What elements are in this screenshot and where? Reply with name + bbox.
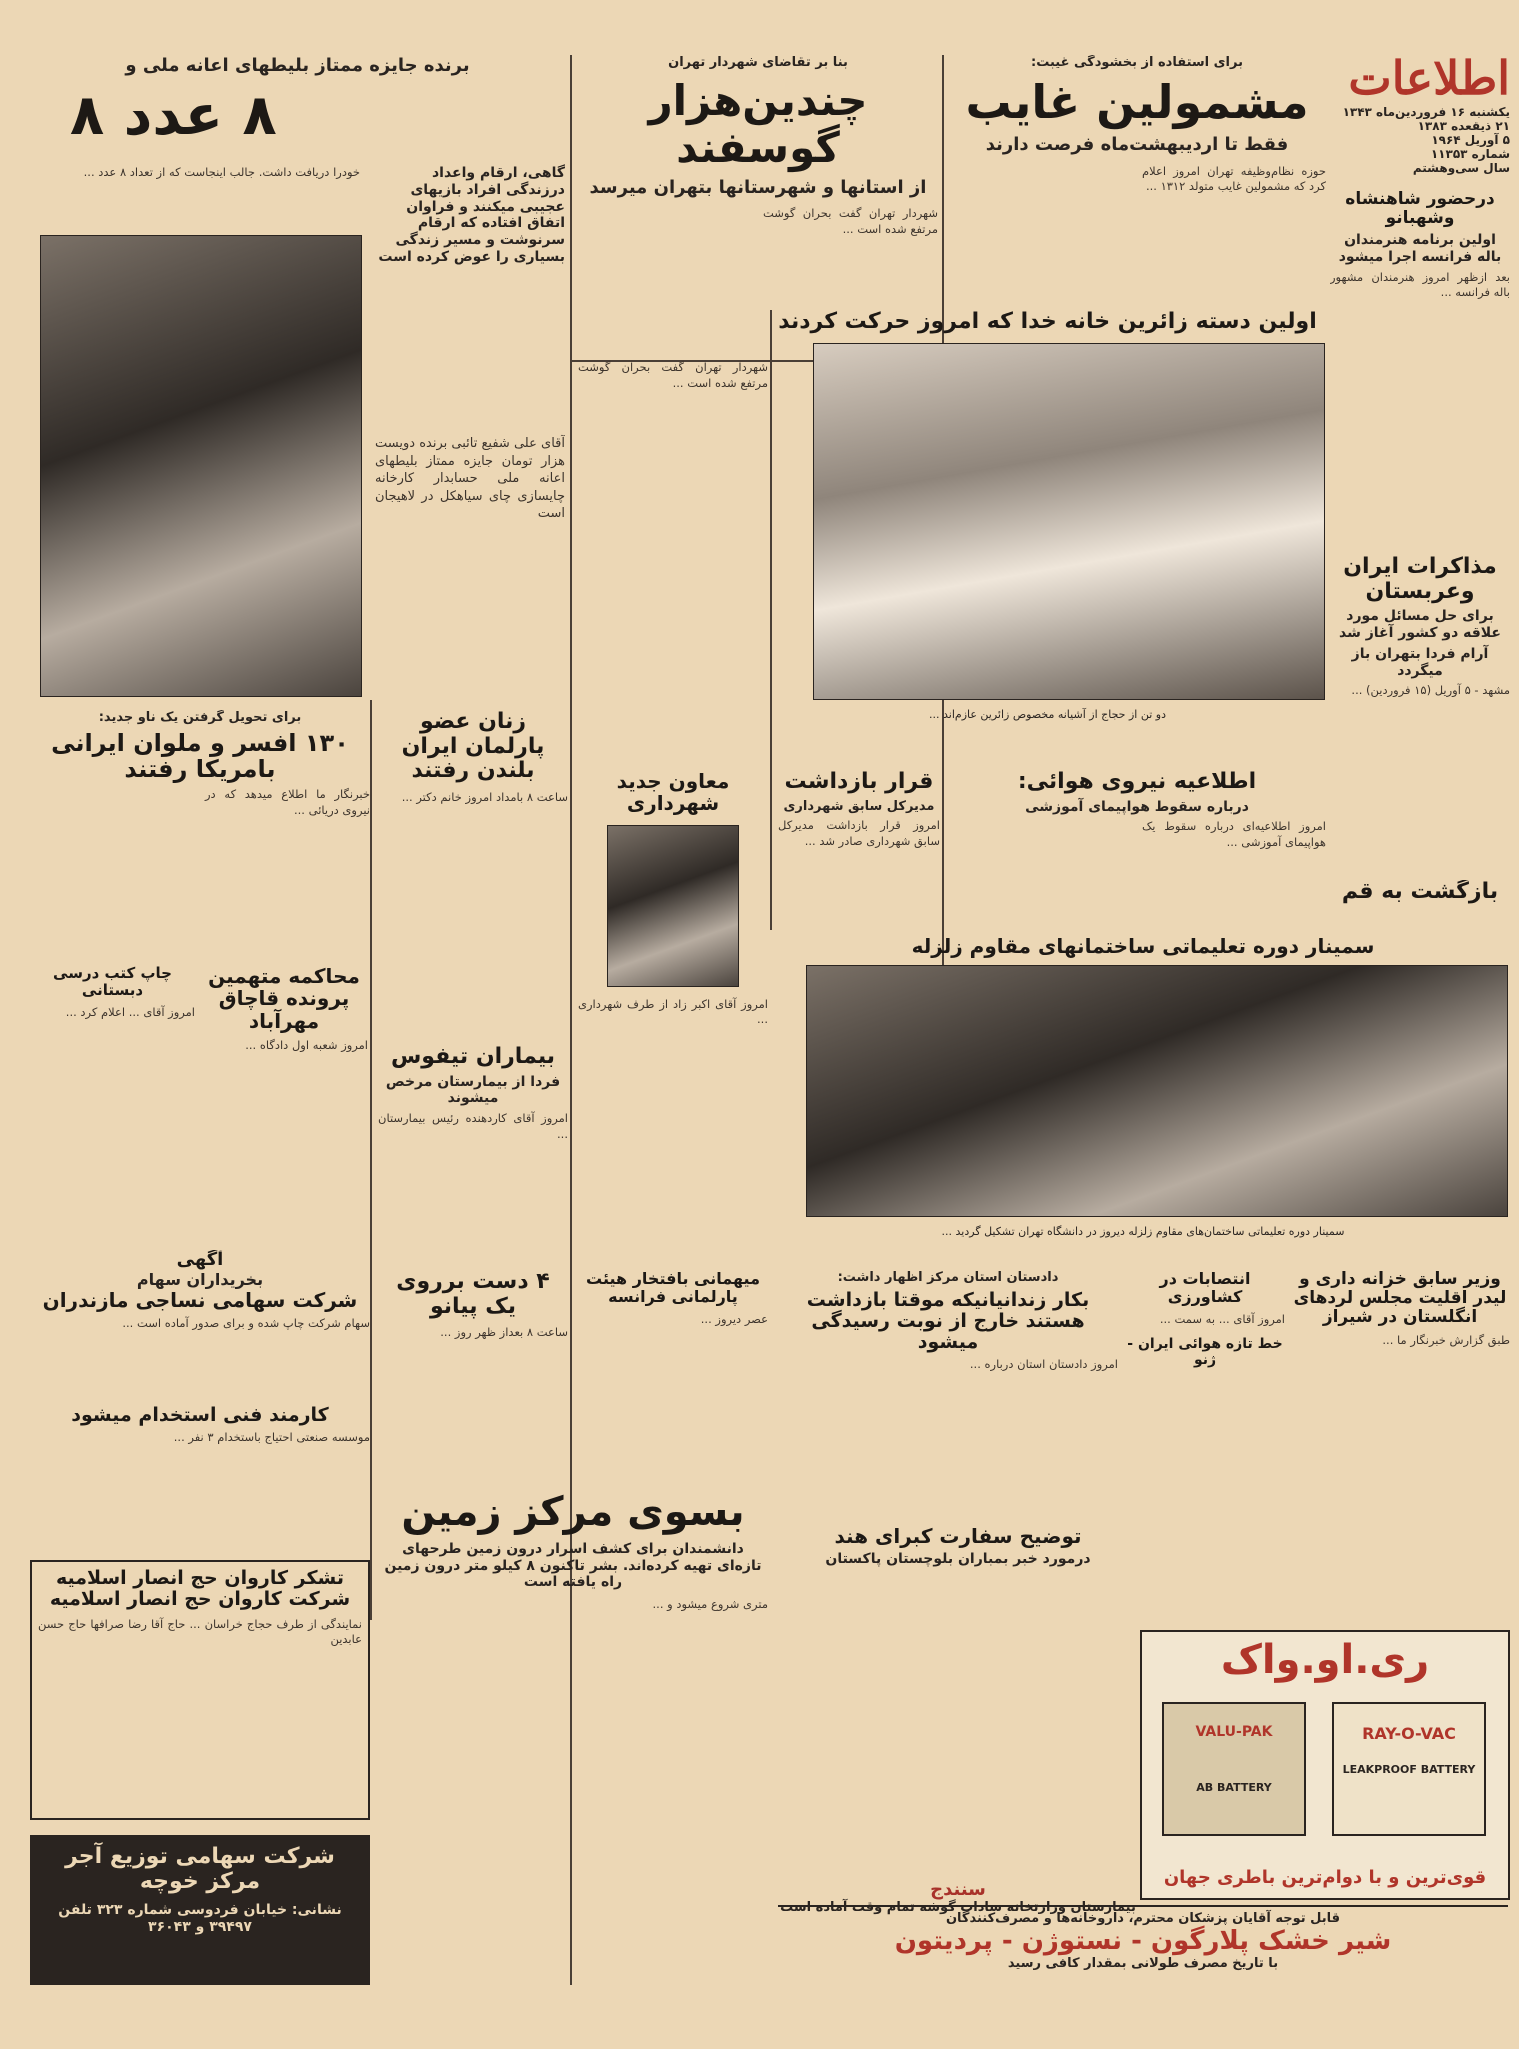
photo-caption: سمینار دوره تعلیماتی ساختمان‌های مقاوم زلزله دیروز در دانشگاه تهران تشکیل گردید ...: [941, 1225, 1345, 1239]
article-body: بیمارستان وزارتخانه سادات گوشه تمام وقت آماده است: [780, 1900, 1136, 1916]
article-body: بعد ازظهر امروز هنرمندان مشهور باله فرانسه ...: [1330, 269, 1510, 300]
textbook-article: [30, 965, 195, 1245]
article-body: آقای علی شفیع تائبی برنده دویست هزار تومان جایزه ممتاز بلیطهای اعانه ملی حسابدار کارخانه چایسازی چای سیاهکل در لاهیجان است: [375, 436, 565, 522]
milk-top-line: قابل توجه آقایان پزشکان محترم، داروخانه‌ها و مصرف‌کنندگان: [945, 1911, 1341, 1926]
article-body: حوزه نظام‌وظیفه تهران امروز اعلام کرد که مشمولین غایب متولد ۱۳۱۲ ...: [1142, 163, 1326, 194]
battery-label-left: VALU-PAK: [1195, 1724, 1273, 1740]
battery-label-right: RAY-O-VAC: [1362, 1724, 1456, 1743]
article-headline: سمینار دوره تعلیماتی ساختمانهای مقاوم زلزله: [911, 935, 1375, 958]
article-body: ساعت ۸ بامداد امروز خانم دکتر ...: [401, 789, 568, 804]
article-headline: اولین دسته زائرین خانه خدا که امروز حرکت کردند: [778, 310, 1317, 334]
article-kicker: برای استفاده از بخشودگی غیبت:: [1031, 55, 1243, 70]
article-bullet: آرام فردا بتهران باز میگردد: [1351, 645, 1489, 679]
article-headline: چاپ کتب درسی دبستانی: [53, 965, 172, 999]
article-headline: اطلاعیه نیروی هوائی:: [1017, 770, 1257, 794]
article-headline: ۸ عدد ۸: [70, 82, 277, 148]
battery-ab-label: AB BATTERY: [1196, 1780, 1272, 1794]
milk-bottom-line: با تاریخ مصرف طولانی بمقدار کافی رسید: [1007, 1955, 1279, 1971]
article-body: امروز آقای اکبر زاد از طرف شهرداری ...: [578, 996, 768, 1027]
pilgrim-caravan-ad: [30, 1560, 370, 1820]
agriculture-article: [1125, 1270, 1285, 1520]
article-subhead: فردا از بیمارستان مرخص میشوند: [385, 1073, 561, 1107]
winner-photo: [40, 235, 362, 697]
treasury-article: [1290, 1270, 1510, 1590]
ship-article: [30, 710, 370, 960]
article-headline: بیماران تیفوس: [390, 1045, 556, 1069]
article-headline: زنان عضو پارلمان ایران بلندن رفتند: [401, 710, 545, 784]
lottery-article: [30, 55, 565, 705]
return-qom-article: [1330, 880, 1510, 940]
article-headline: بکار زندانیانیکه موقتا بازداشت هستند خارج از نوبت رسیدگی میشود: [806, 1288, 1090, 1354]
ad-line-2: نشانی: خیابان فردوسی شماره ۳۲۳ تلفن ۳۹۴۹۷ و ۳۶۰۴۳: [58, 1902, 342, 1936]
brick-company-ad: [30, 1835, 370, 1985]
article-body: طبق گزارش خبرنگار ما ...: [1382, 1333, 1510, 1348]
deputy-photo: [607, 825, 739, 987]
iran-arabia-article: [1330, 555, 1510, 875]
article-kicker: برای تحویل گرفتن یک ناو جدید:: [98, 710, 302, 725]
year-label: سال سی‌وهشتم: [1412, 161, 1510, 175]
rayovac-slogan: قوی‌ترین و با دوام‌ترین باطری جهان: [1163, 1866, 1487, 1888]
article-body: امروز دادستان استان درباره ...: [969, 1357, 1118, 1372]
typhus-article: [378, 1045, 568, 1235]
article-headline: مذاکرات ایران وعربستان: [1343, 555, 1497, 604]
article-body: امروز آقای کاردهنده رئیس بیمارستان ...: [378, 1111, 568, 1141]
ad-body: سهام شرکت چاپ شده و برای صدور آماده است ...: [122, 1315, 370, 1330]
battery-right-graphic: [1332, 1702, 1486, 1836]
article-headline: سنندج: [930, 1880, 986, 1900]
rayovac-ad: [1140, 1630, 1510, 1900]
article-headline: بازگشت به قم: [1341, 880, 1499, 904]
article-intro: خودرا دریافت داشت. جالب اینجاست که از تعداد ۸ عدد ...: [83, 165, 360, 179]
photo-caption: دو تن از حجاج از آشیانه مخصوص زائرین عازم‌اند ...: [929, 707, 1166, 721]
article-body: امروز شعبه اول دادگاه ...: [245, 1038, 368, 1053]
milk-ad: [778, 1905, 1508, 2000]
date-line-2: ۲۱ ذیقعده ۱۳۸۳: [1417, 119, 1510, 133]
article-headline: محاکمه متهمین پرونده قاچاق مهرآباد: [208, 965, 360, 1033]
detention-article: [778, 770, 940, 935]
article-headline: انتصابات در کشاورزی: [1159, 1270, 1251, 1306]
article-body: مشهد - ۵ آوریل (۱۵ فروردین) ...: [1351, 683, 1510, 698]
article-body: متری شروع میشود و ...: [652, 1597, 768, 1612]
airforce-article: [948, 770, 1326, 935]
article-headline: چندین‌هزار گوسفند: [648, 75, 868, 172]
trial-article: [200, 965, 368, 1245]
prisoners-article: [778, 1270, 1118, 1520]
article-kicker: دادستان استان مرکز اظهار داشت:: [837, 1270, 1059, 1285]
article-subhead: از استانها و شهرستانها بتهران میرسد: [589, 176, 927, 198]
article-subhead: اولین برنامه هنرمندان باله فرانسه اجرا میشود: [1338, 232, 1502, 265]
article-subhead: برای حل مسائل مورد علاقه دو کشور آغاز شد: [1339, 608, 1501, 642]
article-body: امروز آقای ... اعلام کرد ...: [65, 1004, 195, 1019]
article-kicker: برنده جایزه ممتاز بلیطهای اعانه ملی و: [125, 55, 470, 76]
article-body: خبرنگار ما اطلاع میدهد که در نیروی دریائی ...: [205, 787, 370, 817]
article-headline: میهمانی بافتخار هیئت پارلمانی فرانسه: [586, 1270, 760, 1306]
newspaper-logo: اطلاعات: [1348, 55, 1510, 105]
article-body: عصر دیروز ...: [700, 1311, 768, 1326]
ad-line-1: بخریداران سهام: [136, 1270, 264, 1290]
new-line-headline: خط تازه هوائی ایران - ژنو: [1127, 1336, 1283, 1368]
deputy-article: [578, 770, 768, 1100]
women-mps-article: [378, 710, 568, 1040]
ad-line-1: تشکر کاروان حج انصار اسلامیه: [56, 1567, 344, 1589]
article-headline: ۱۳۰ افسر و ملوان ایرانی بامریکا رفتند: [51, 728, 349, 784]
battery-sub-label: LEAKPROOF BATTERY: [1342, 1763, 1476, 1777]
article-body: شهردار تهران گفت بحران گوشت مرتفع شده است ...: [763, 206, 938, 236]
article-headline: معاون جدید شهرداری: [616, 770, 730, 816]
date-line-3: ۵ آوریل ۱۹۶۴: [1431, 133, 1510, 147]
ad-line-2: شرکت سهامی نساجی مازندران: [42, 1288, 358, 1313]
battery-left-graphic: [1162, 1702, 1306, 1836]
article-body: امروز قرار بازداشت مدیرکل سابق شهرداری صادر شد ...: [778, 818, 940, 848]
article-side-text: گاهی، ارقام واعداد درزندگی افراد بازیهای عجیبی میکنند و فراوان اتفاق افتاده که ارقام سرنوشت و مسیر زندگی بسیاری را عوض کرده است: [378, 165, 565, 265]
rayovac-brand: ری.او.واک: [1220, 1637, 1430, 1683]
shares-ad: [30, 1250, 370, 1400]
article-subhead: مدیرکل سابق شهرداری: [783, 798, 935, 814]
article-body-continued: شهردار تهران گفت بحران گوشت مرتفع شده است ...: [578, 360, 768, 390]
sheep-continued: [578, 360, 768, 750]
pilgrims-article: [770, 310, 1325, 765]
piano-article: [378, 1270, 568, 1450]
article-headline: قرار بازداشت: [784, 770, 934, 794]
article-body: امروز آقای ... به سمت ...: [1159, 1311, 1285, 1326]
ad-line-2: شرکت کاروان حج انصار اسلامیه: [49, 1588, 351, 1611]
article-body: امروز اطلاعیه‌ای درباره سقوط یک هواپیمای آموزشی ...: [1142, 819, 1326, 849]
article-headline: مشمولین غایب: [965, 74, 1309, 129]
seminar-photo: [806, 965, 1508, 1217]
article-kicker: بنا بر تقاضای شهردار تهران: [668, 55, 848, 70]
article-subhead: درمورد خبر بمباران بلوچستان پاکستان: [825, 1551, 1091, 1568]
article-headline: ۴ دست برروی یک پیانو: [396, 1270, 550, 1319]
ad-body: موسسه صنعتی احتیاج باستخدام ۳ نفر ...: [173, 1430, 370, 1445]
jobs-ad: [30, 1405, 370, 1555]
earth-article: [378, 1490, 768, 1990]
date-line-1: یکشنبه ۱۶ فروردین‌ماه ۱۳۴۳: [1342, 105, 1510, 119]
ad-body: نمایندگی از طرف حجاج خراسان ... حاج آقا رضا صرافها حاج حسن عابدین: [38, 1616, 362, 1647]
article-headline: وزیر سابق خزانه داری و لیدر اقلیت مجلس لردهای انگلستان در شیراز: [1293, 1270, 1507, 1328]
article-subhead: فقط تا اردیبهشت‌ماه فرصت دارند: [985, 134, 1289, 156]
milk-headline: شیر خشک پلارگون - نستوژن - پردیتون: [894, 1925, 1392, 1956]
ad-title: آگهی: [176, 1250, 224, 1270]
india-article: [778, 1525, 1138, 1875]
article-headline: درحضور شاهنشاه وشهبانو: [1345, 190, 1495, 229]
article-subhead: دانشمندان برای کشف اسرار درون زمین طرحهای تازه‌ای تهیه کرده‌اند. بشر تاکنون ۸ کیلو متر درون زمین راه یافته است: [384, 1540, 762, 1591]
issue-number: شماره ۱۱۳۵۳: [1430, 147, 1510, 161]
article-body: ساعت ۸ بعداز ظهر روز ...: [440, 1325, 568, 1340]
shah-concert-article: [1330, 190, 1510, 550]
article-subhead: درباره سقوط هواپیمای آموزشی: [1025, 798, 1249, 815]
pilgrims-photo: [813, 343, 1325, 700]
article-headline: بسوی مرکز زمین: [401, 1490, 745, 1535]
ad-line-1: شرکت سهامی توزیع آجر مرکز خوچه: [65, 1844, 335, 1894]
seminar-article: [778, 935, 1508, 1265]
parliament-fr-article: [578, 1270, 768, 1490]
masthead: [1330, 55, 1510, 190]
article-headline: توضیح سفارت کبرای هند: [834, 1525, 1082, 1548]
ad-title: کارمند فنی استخدام میشود: [71, 1405, 329, 1426]
